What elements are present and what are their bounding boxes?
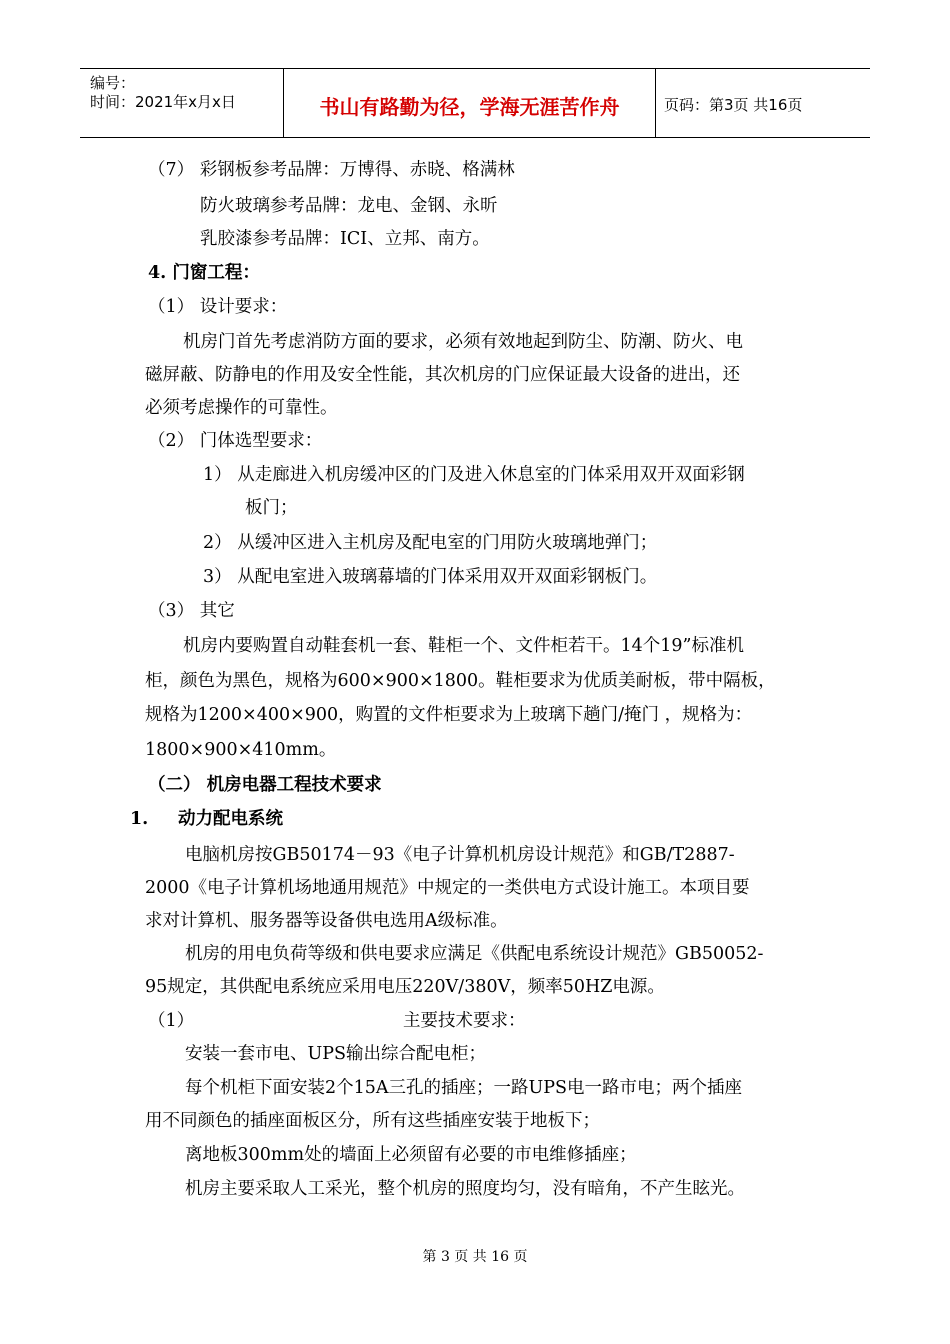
subsection-other: （3） 其它 xyxy=(148,601,235,621)
document-number-label: 编号： xyxy=(90,74,136,92)
page-header xyxy=(80,68,870,138)
section-heading-power-distribution: 动力配电系统 xyxy=(178,809,283,829)
header-page-code: 页码：第3页 共16页 xyxy=(664,96,803,114)
paragraph-line: 机房内要购置自动鞋套机一套、鞋柜一个、文件柜若干。14个19”标准机 xyxy=(183,636,744,656)
header-meta-cell xyxy=(80,69,284,137)
page-footer: 第 3 页 共 16 页 xyxy=(422,1249,528,1265)
paragraph-line: 磁屏蔽、防静电的作用及安全性能，其次机房的门应保证最大设备的进出，还 xyxy=(145,365,740,385)
paragraph-line: 机房的用电负荷等级和供电要求应满足《供配电系统设计规范》GB50052- xyxy=(185,944,764,964)
paragraph-line: 机房主要采取人工采光，整个机房的照度均匀，没有暗角，不产生眩光。 xyxy=(185,1179,745,1199)
paragraph-line: 离地板300mm处的墙面上必须留有必要的市电维修插座； xyxy=(185,1145,637,1165)
brand-steel-plate: （7） 彩钢板参考品牌：万博得、赤晓、格满林 xyxy=(148,160,515,180)
header-motto-cell xyxy=(284,69,656,137)
section-number: 1. xyxy=(130,809,149,829)
document-date-label: 时间：2021年x月x日 xyxy=(90,93,236,111)
paragraph-line: 每个机柜下面安装2个15A三孔的插座；一路UPS电一路市电；两个插座 xyxy=(185,1078,743,1098)
paragraph-line: 安装一套市电、UPS输出综合配电柜； xyxy=(185,1044,487,1064)
subsection-main-requirements: 主要技术要求： xyxy=(403,1011,526,1031)
paragraph-line: 求对计算机、服务器等设备供电选用A级标准。 xyxy=(145,911,508,931)
paragraph-line: 柜，颜色为黑色，规格为600×900×1800。鞋柜要求为优质美耐板，带中隔板， xyxy=(145,671,776,691)
header-page-cell xyxy=(656,69,870,137)
list-item-continuation: 板门； xyxy=(245,498,298,518)
paragraph-line: 用不同颜色的插座面板区分，所有这些插座安装于地板下； xyxy=(145,1111,600,1131)
section-heading-doors-windows: 4. 门窗工程： xyxy=(148,263,260,283)
paragraph-line: 1800×900×410mm。 xyxy=(145,740,337,760)
list-item: 3） 从配电室进入玻璃幕墙的门体采用双开双面彩钢板门。 xyxy=(203,567,658,587)
paragraph-line: 机房门首先考虑消防方面的要求，必须有效地起到防尘、防潮、防火、电 xyxy=(183,332,743,352)
paragraph-line: 必须考虑操作的可靠性。 xyxy=(145,398,338,418)
paragraph-line: 电脑机房按GB50174－93《电子计算机机房设计规范》和GB/T2887- xyxy=(185,845,735,865)
paragraph-line: 规格为1200×400×900，购置的文件柜要求为上玻璃下趟门/掩门 ，规格为： xyxy=(145,705,753,725)
subsection-number: （1） xyxy=(148,1011,195,1031)
list-item: 1） 从走廊进入机房缓冲区的门及进入休息室的门体采用双开双面彩钢 xyxy=(203,465,745,485)
header-motto: 书山有路勤为径，学海无涯苦作舟 xyxy=(319,95,620,119)
paragraph-line: 2000《电子计算机场地通用规范》中规定的一类供电方式设计施工。本项目要 xyxy=(145,878,750,898)
subsection-door-selection: （2） 门体选型要求： xyxy=(148,431,323,451)
brand-fire-glass: 防火玻璃参考品牌：龙电、金钢、永昕 xyxy=(200,196,498,216)
subsection-design-requirements: （1） 设计要求： xyxy=(148,297,288,317)
section-heading-electrical: （二） 机房电器工程技术要求 xyxy=(148,775,382,795)
paragraph-line: 95规定，其供配电系统应采用电压220V/380V，频率50HZ电源。 xyxy=(145,977,665,997)
brand-latex-paint: 乳胶漆参考品牌：ICI、立邦、南方。 xyxy=(200,229,490,249)
list-item: 2） 从缓冲区进入主机房及配电室的门用防火玻璃地弹门； xyxy=(203,533,658,553)
